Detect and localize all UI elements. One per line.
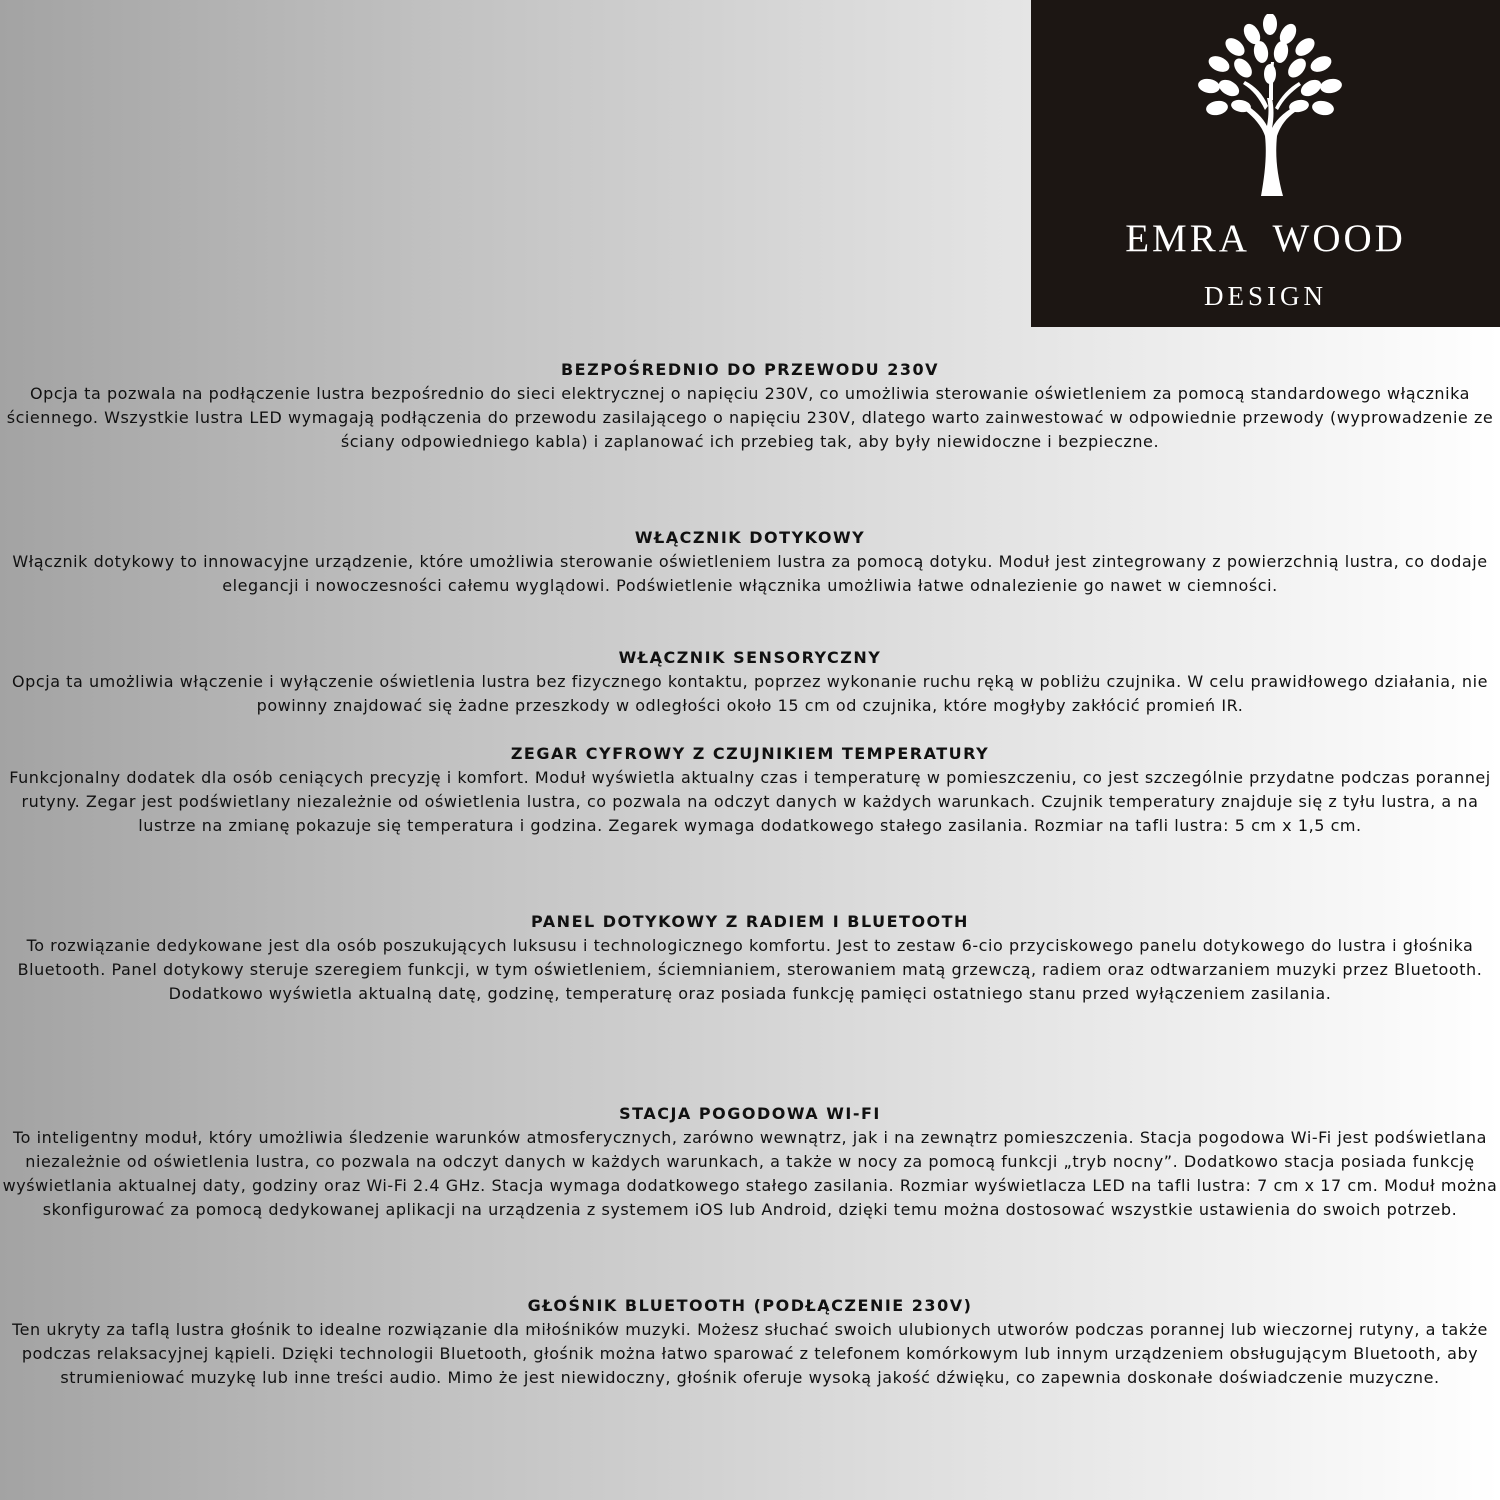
section-touch-switch [0, 526, 1500, 598]
brand-logo [1031, 0, 1500, 327]
section-body: To inteligentny moduł, który umożliwia śledzenie warunków atmosferycznych, zarówno wewnątrz, jak i na zewnątrz pomieszczenia. Stacja pogodowa Wi-Fi jest podświetlana niezależnie od oświetlenia lustra, co pozwala na odczyt danych w każdych warunkach, a także w nocy za pomocą funkcji „tryb nocny”. Dodatkowo stacja posiada funkcję wyświetlania aktualnej daty, godziny oraz Wi-Fi 2.4 GHz. Stacja wymaga dodatkowego stałego zasilania. Rozmiar wyświetlacza LED na tafli lustra: 7 cm x 17 cm. Moduł można skonfigurować za pomocą dedykowanej aplikacji na urządzenia z systemem iOS lub Android, dzięki temu można dostosować wszystkie ustawienia do swoich potrzeb. [2, 1128, 1498, 1219]
section-title: PANEL DOTYKOWY Z RADIEM I BLUETOOTH [531, 912, 969, 931]
logo-brand-subtitle: DESIGN [1204, 281, 1327, 311]
section-title: GŁOŚNIK BLUETOOTH (PODŁĄCZENIE 230V) [527, 1296, 973, 1315]
section-title: BEZPOŚREDNIO DO PRZEWODU 230V [560, 360, 940, 379]
section-touch-panel-radio [0, 910, 1500, 1006]
section-body: Ten ukryty za taflą lustra głośnik to idealne rozwiązanie dla miłośników muzyki. Możesz słuchać swoich ulubionych utworów podczas porannej lub wieczornej rutyny, a także podczas relaksacyjnej kąpieli. Dzięki technologii Bluetooth, głośnik można łatwo sparować z telefonem komórkowym lub innym urządzeniem obsługującym Bluetooth, aby strumieniować muzykę lub inne treści audio. Mimo że jest niewidoczny, głośnik oferuje wysoką jakość dźwięku, co zapewnia doskonałe doświadczenie muzyczne. [12, 1320, 1488, 1387]
section-bluetooth-speaker [0, 1294, 1500, 1390]
tree-icon [1195, 14, 1345, 196]
section-weather-station [0, 1102, 1500, 1222]
section-body: Funkcjonalny dodatek dla osób ceniących precyzję i komfort. Moduł wyświetla aktualny czas i temperaturę w pomieszczeniu, co jest szczególnie przydatne podczas porannej rutyny. Zegar jest podświetlany niezależnie od oświetlenia lustra, co pozwala na odczyt danych w każdych warunkach. Czujnik temperatury znajduje się z tyłu lustra, a na lustrze na zmianę pokazuje się temperatura i godzina. Zegarek wymaga dodatkowego stałego zasilania. Rozmiar na tafli lustra: 5 cm x 1,5 cm. [9, 768, 1491, 835]
logo-brand-name: EMRA WOOD [1125, 217, 1406, 260]
section-body: To rozwiązanie dedykowane jest dla osób poszukujących luksusu i technologicznego komfortu. Jest to zestaw 6-cio przyciskowego panelu dotykowego do lustra i głośnika Bluetooth. Panel dotykowy steruje szeregiem funkcji, w tym oświetleniem, ściemnianiem, sterowaniem matą grzewczą, radiem oraz odtwarzaniem muzyki przez Bluetooth. Dodatkowo wyświetla aktualną datę, godzinę, temperaturę oraz posiada funkcję pamięci ostatniego stanu przed wyłączeniem zasilania. [17, 936, 1483, 1003]
section-sensor-switch [0, 646, 1500, 718]
section-body: Włącznik dotykowy to innowacyjne urządzenie, które umożliwia sterowanie oświetleniem lustra za pomocą dotyku. Moduł jest zintegrowany z powierzchnią lustra, co dodaje elegancji i nowoczesności całemu wyglądowi. Podświetlenie włącznika umożliwia łatwe odnalezienie go nawet w ciemności. [12, 552, 1488, 595]
section-digital-clock [0, 742, 1500, 838]
section-title: WŁĄCZNIK DOTYKOWY [634, 528, 866, 547]
section-title: ZEGAR CYFROWY Z CZUJNIKIEM TEMPERATURY [510, 744, 990, 763]
section-direct-230v [0, 358, 1500, 454]
section-body: Opcja ta umożliwia włączenie i wyłączenie oświetlenia lustra bez fizycznego kontaktu, poprzez wykonanie ruchu ręką w pobliżu czujnika. W celu prawidłowego działania, nie powinny znajdować się żadne przeszkody w odległości około 15 cm od czujnika, które mogłyby zakłócić promień IR. [12, 672, 1488, 715]
section-body: Opcja ta pozwala na podłączenie lustra bezpośrednio do sieci elektrycznej o napięciu 230V, co umożliwia sterowanie oświetleniem za pomocą standardowego włącznika ściennego. Wszystkie lustra LED wymagają podłączenia do przewodu zasilającego o napięciu 230V, dlatego warto zainwestować w odpowiednie przewody (wyprowadzenie ze ściany odpowiedniego kabla) i zaplanować ich przebieg tak, aby były niewidoczne i bezpieczne. [6, 384, 1494, 451]
section-title: WŁĄCZNIK SENSORYCZNY [618, 648, 882, 667]
section-title: STACJA POGODOWA WI-FI [619, 1104, 881, 1123]
